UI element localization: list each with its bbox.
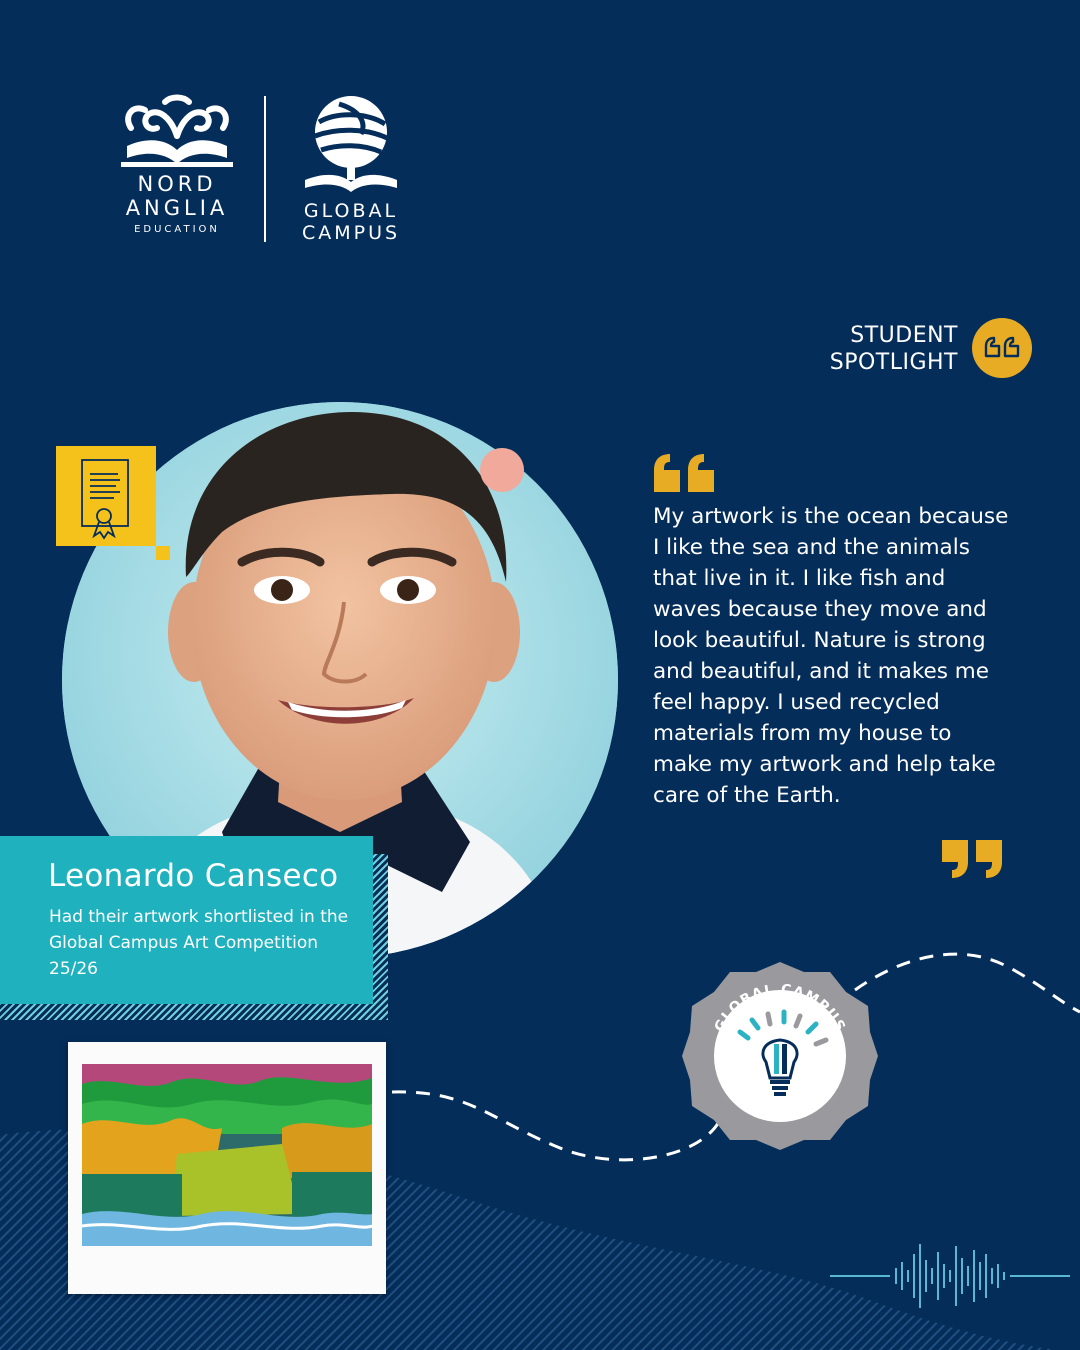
- spotlight-line1: STUDENT: [850, 323, 958, 348]
- spotlight-line2: SPOTLIGHT: [829, 350, 958, 375]
- artwork-photo: [68, 1042, 386, 1294]
- badge-top-text: GLOBAL CAMPUS: [711, 981, 849, 1035]
- close-quote-icon: [940, 838, 1004, 880]
- certificate-corner-accent: [156, 546, 170, 560]
- badge-bottom-text: CREATIVE: [739, 1090, 821, 1119]
- global-campus-globe-icon: [301, 92, 401, 196]
- logo-divider: [264, 96, 266, 242]
- global-logo-text-line2: CAMPUS: [301, 222, 401, 244]
- artwork-image: [82, 1064, 372, 1246]
- global-logo-text-line1: GLOBAL: [303, 200, 399, 222]
- global-campus-logo: [292, 92, 410, 244]
- quote-icon: [972, 318, 1032, 378]
- nord-logo-text-line3: EDUCATION: [134, 224, 220, 235]
- student-spotlight-label: [830, 322, 958, 376]
- global-campus-creative-badge: [680, 958, 880, 1154]
- open-quote-icon: [652, 452, 716, 494]
- nord-logo-text-line1: NORD: [137, 172, 217, 196]
- student-name: Leonardo Canseco: [48, 858, 339, 894]
- nord-logo-text-line2: ANGLIA: [125, 196, 229, 220]
- decorative-dot: [480, 448, 524, 492]
- nord-anglia-logo: [112, 92, 242, 235]
- student-quote: My artwork is the ocean because I like the sea and the animals that live in it. I like fish and waves because they move and look beautiful. Nature is strong and beautiful, and it makes me feel happy. I used recycled materials from my house to make my artwork and help take care of the Earth.: [653, 504, 1009, 808]
- certificate-icon: [56, 446, 156, 546]
- student-description: Had their artwork shortlisted in the Global Campus Art Competition 25/26: [49, 907, 349, 979]
- sound-wave-icon: [830, 1240, 1070, 1312]
- nord-anglia-crest-icon: [119, 92, 235, 172]
